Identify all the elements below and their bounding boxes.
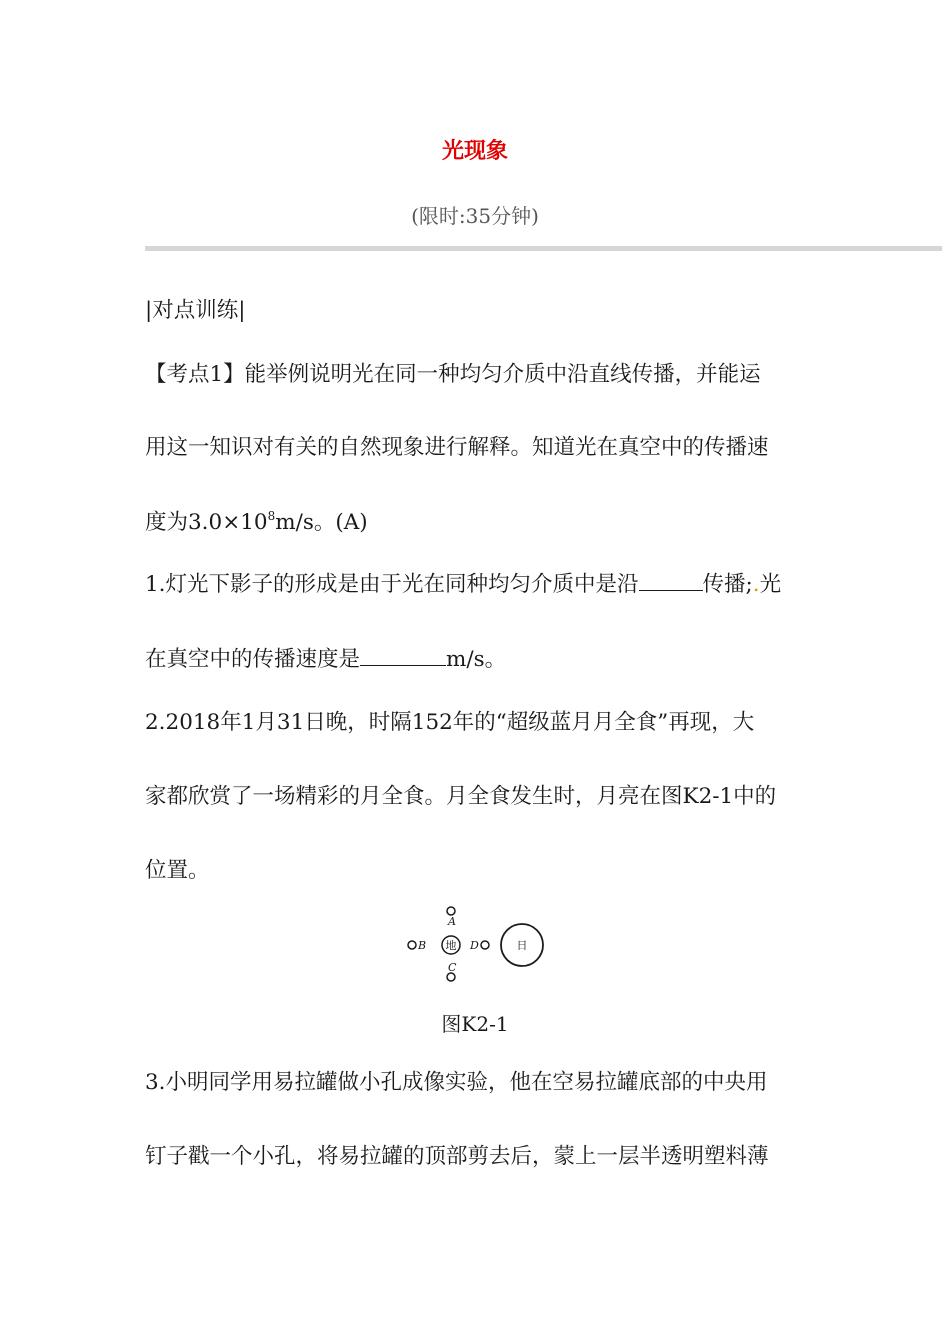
label-a: A: [448, 915, 456, 928]
label-c: C: [448, 961, 457, 974]
kaodian-line-2: 用这一知识对有关的自然现象进行解释。知道光在真空中的传播速: [145, 435, 769, 460]
earth-label: 地: [445, 939, 457, 952]
q1-line-2: [145, 645, 506, 675]
section-label: |对点训练|: [145, 298, 246, 323]
moon-position-c[interactable]: [447, 973, 455, 981]
label-b: B: [418, 939, 427, 952]
time-limit: (限时:35分钟): [411, 204, 539, 228]
kaodian-line-3: [145, 508, 368, 538]
stray-mark: .: [752, 572, 760, 597]
q1-text-b: 传播;: [702, 572, 753, 597]
figure-caption: 图K2-1: [441, 1012, 509, 1036]
q3-line-1: 3.小明同学用易拉罐做小孔成像实验，他在空易拉罐底部的中央用: [145, 1070, 768, 1095]
q1-text-d: 在真空中的传播速度是: [145, 647, 361, 672]
q1-text-c: 光: [759, 572, 782, 597]
divider: [145, 246, 942, 251]
label-d: D: [470, 939, 479, 952]
q3-line-2: 钉子戳一个小孔，将易拉罐的顶部剪去后，蒙上一层半透明塑料薄: [145, 1144, 769, 1169]
answer-blank-1[interactable]: [639, 570, 703, 591]
q2-line-3: 位置。: [145, 858, 210, 883]
answer-blank-2[interactable]: [360, 645, 446, 666]
q2-line-1: 2.2018年1月31日晚，时隔152年的“超级蓝月月全食”再现，大: [145, 710, 755, 735]
q1-text-a: 1.灯光下影子的形成是由于光在同种均匀介质中是沿: [145, 572, 639, 597]
speed-text: 度为3.0×10: [145, 510, 268, 535]
sun-label: 日: [516, 939, 528, 952]
kaodian-line-1: 【考点1】能举例说明光在同一种均匀介质中沿直线传播，并能运: [145, 362, 761, 387]
q2-line-2: 家都欣赏了一场精彩的月全食。月全食发生时，月亮在图K2-1中的: [145, 784, 777, 809]
page-title: 光现象: [441, 139, 508, 164]
speed-unit: m/s。(A): [275, 510, 368, 535]
moon-position-a[interactable]: [447, 907, 455, 915]
moon-position-d[interactable]: [481, 941, 489, 949]
q1-line-1: [145, 570, 781, 600]
eclipse-diagram: [400, 902, 550, 986]
q1-text-e: m/s。: [446, 647, 507, 672]
speed-exponent: 8: [267, 509, 276, 523]
moon-position-b[interactable]: [408, 941, 416, 949]
